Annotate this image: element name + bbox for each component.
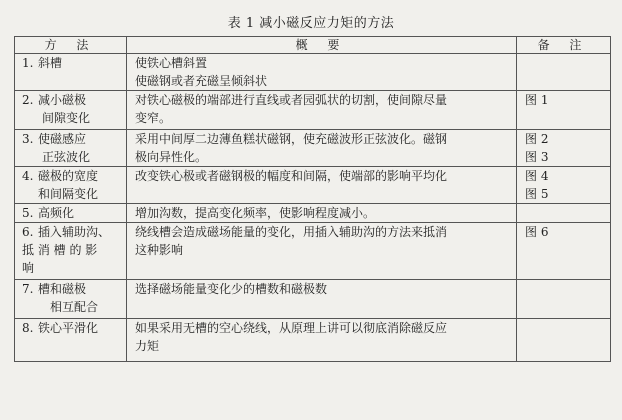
header-method: 方 法 xyxy=(15,37,127,54)
summary-cell xyxy=(127,223,517,280)
figure-reference: 图 4 xyxy=(525,169,549,183)
row-number: 3. xyxy=(22,132,34,146)
methods-table xyxy=(14,36,611,362)
note-cell xyxy=(517,280,611,319)
note-cell xyxy=(517,204,611,223)
method-line: 使磁感应 xyxy=(38,132,87,146)
summary-line: 绕线槽会造成磁场能量的变化，用插入辅助沟的方法来抵消 xyxy=(135,225,448,239)
table-row xyxy=(15,280,611,319)
figure-reference: 图 6 xyxy=(525,225,549,239)
figure-reference: 图 3 xyxy=(525,150,549,164)
row-number: 7. xyxy=(22,282,34,296)
row-number: 6. xyxy=(22,225,34,239)
method-line: 插入辅助沟、 xyxy=(38,225,111,239)
summary-line: 如果采用无槽的空心绕线，从原理上讲可以彻底消除磁反应 xyxy=(135,321,448,335)
table-row xyxy=(15,91,611,130)
method-cell xyxy=(15,167,127,204)
method-line: 斜槽 xyxy=(38,56,63,70)
summary-line: 改变铁心极或者磁钢极的幅度和间隔，使端部的影响平均化 xyxy=(135,169,448,183)
table-row xyxy=(15,319,611,362)
method-cell xyxy=(15,204,127,223)
method-line: 和间隔变化 xyxy=(38,187,99,201)
method-line: 响 xyxy=(22,261,35,275)
method-cell xyxy=(15,91,127,130)
summary-line: 增加沟数，提高变化频率，使影响程度减小。 xyxy=(135,206,376,220)
method-cell xyxy=(15,319,127,362)
summary-cell xyxy=(127,167,517,204)
note-cell xyxy=(517,319,611,362)
method-line: 磁极的宽度 xyxy=(38,169,99,183)
method-cell xyxy=(15,223,127,280)
note-cell xyxy=(517,223,611,280)
note-cell xyxy=(517,91,611,130)
summary-line: 使磁钢或者充磁呈倾斜状 xyxy=(135,74,268,88)
figure-reference: 图 1 xyxy=(525,93,549,107)
figure-reference: 图 2 xyxy=(525,132,549,146)
summary-cell xyxy=(127,91,517,130)
summary-line: 对铁心磁极的端部进行直线或者园弧状的切割，使间隙尽量 xyxy=(135,93,448,107)
table-header-row xyxy=(15,37,611,54)
summary-cell xyxy=(127,54,517,91)
row-number: 2. xyxy=(22,93,34,107)
row-number: 1. xyxy=(22,56,34,70)
method-line: 减小磁极 xyxy=(38,93,87,107)
table-row xyxy=(15,130,611,167)
row-number: 8. xyxy=(22,321,34,335)
summary-line: 这种影响 xyxy=(135,243,184,257)
figure-reference: 图 5 xyxy=(525,187,549,201)
summary-line: 使铁心槽斜置 xyxy=(135,56,208,70)
summary-cell xyxy=(127,204,517,223)
summary-cell xyxy=(127,280,517,319)
note-cell xyxy=(517,167,611,204)
header-note: 备 注 xyxy=(517,37,611,54)
table-caption: 表 1 减小磁反应力矩的方法 xyxy=(227,16,395,31)
summary-line: 变窄。 xyxy=(135,111,172,125)
summary-line: 选择磁场能量变化少的槽数和磁极数 xyxy=(135,282,328,296)
table-row xyxy=(15,54,611,91)
note-cell xyxy=(517,130,611,167)
summary-line: 极向异性化。 xyxy=(135,150,208,164)
method-line: 铁心平滑化 xyxy=(38,321,99,335)
method-cell xyxy=(15,280,127,319)
table-row xyxy=(15,204,611,223)
method-cell xyxy=(15,130,127,167)
table-row xyxy=(15,223,611,280)
summary-cell xyxy=(127,319,517,362)
method-cell xyxy=(15,54,127,91)
table-row xyxy=(15,167,611,204)
note-cell xyxy=(517,54,611,91)
summary-line: 采用中间厚二边薄鱼糕状磁钢，使充磁波形正弦波化。磁钢 xyxy=(135,132,448,146)
method-line: 槽和磁极 xyxy=(38,282,87,296)
method-line: 高频化 xyxy=(38,206,75,220)
row-number: 4. xyxy=(22,169,34,183)
summary-line: 力矩 xyxy=(135,339,160,353)
header-summary: 概 要 xyxy=(127,37,517,54)
method-line: 正弦波化 xyxy=(42,150,91,164)
row-number: 5. xyxy=(22,206,34,220)
method-line: 间隙变化 xyxy=(42,111,91,125)
method-line: 相互配合 xyxy=(50,300,99,314)
method-line: 抵 消 槽 的 影 xyxy=(22,243,98,257)
summary-cell xyxy=(127,130,517,167)
